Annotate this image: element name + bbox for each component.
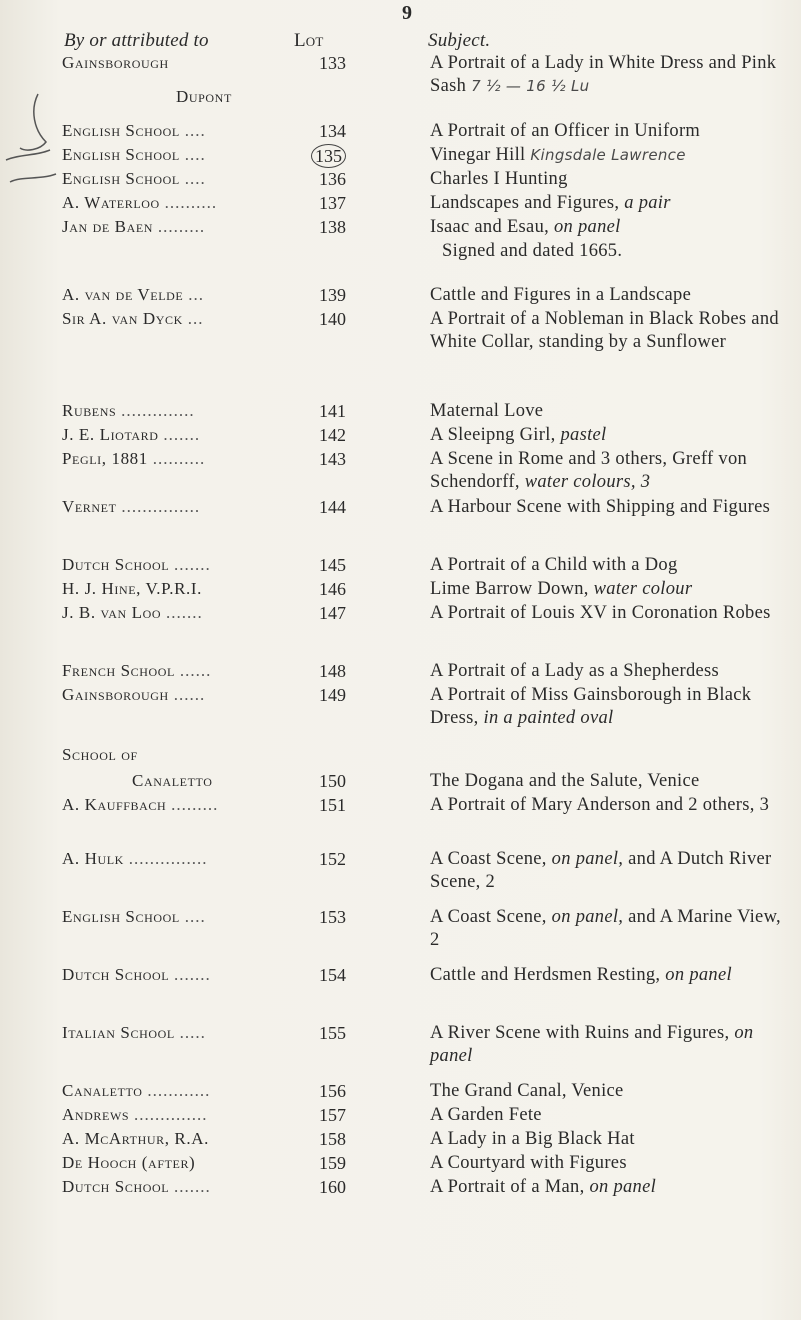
subject-136: Charles I Hunting	[430, 169, 568, 189]
lot-153: 153	[319, 907, 346, 927]
subject-139: Cattle and Figures in a Landscape	[430, 285, 692, 305]
lot-154: 154	[319, 965, 346, 985]
column-header-attributed: By or attributed to	[64, 30, 209, 51]
subject-144: A Harbour Scene with Shipping and Figures	[430, 497, 771, 517]
lot-136: 136	[319, 169, 346, 189]
artist-155: Italian School .....	[62, 1023, 206, 1042]
lot-143: 143	[319, 449, 346, 469]
lot-141: 141	[319, 401, 346, 421]
artist-134: English School ....	[62, 121, 206, 140]
subject-142: A Sleeipng Girl, pastel	[430, 425, 607, 445]
lot-148: 148	[319, 661, 346, 681]
lot-156: 156	[319, 1081, 346, 1101]
subject-137: Landscapes and Figures, a pair	[430, 193, 671, 213]
subject-154: Cattle and Herdsmen Resting, on panel	[430, 965, 732, 985]
artist-152: A. Hulk ...............	[62, 849, 208, 868]
lot-133: 133	[319, 53, 346, 73]
artist-142: J. E. Liotard .......	[62, 425, 201, 444]
subject-160: A Portrait of a Man, on panel	[430, 1177, 657, 1197]
artist-157: Andrews ..............	[62, 1105, 208, 1124]
subject-146: Lime Barrow Down, water colour	[430, 579, 693, 599]
lot-159: 159	[319, 1153, 346, 1173]
subject-141: Maternal Love	[430, 401, 544, 421]
artist-146: H. J. Hine, V.P.R.I.	[62, 579, 203, 598]
lot-134: 134	[319, 121, 346, 141]
artist-158: A. McArthur, R.A.	[62, 1129, 209, 1148]
handwritten-note-135: Kingsdale Lawrence	[530, 146, 686, 164]
lot-150: 150	[319, 771, 346, 791]
artist-school-of: School of	[62, 745, 138, 764]
lot-145: 145	[319, 555, 346, 575]
lot-135-circle: 135	[311, 144, 346, 168]
artist-150: Canaletto	[132, 771, 213, 790]
artist-147: J. B. van Loo .......	[62, 603, 203, 622]
artist-159: De Hooch (after)	[62, 1153, 196, 1172]
artist-133: Gainsborough	[62, 53, 169, 72]
lot-151: 151	[319, 795, 346, 815]
lot-137: 137	[319, 193, 346, 213]
lot-160: 160	[319, 1177, 346, 1197]
margin-handwriting-marks	[0, 90, 60, 200]
artist-153: English School ....	[62, 907, 206, 926]
lot-138: 138	[319, 217, 346, 237]
artist-154: Dutch School .......	[62, 965, 211, 984]
subject-151: A Portrait of Mary Anderson and 2 others, 3	[430, 795, 770, 815]
lot-140: 140	[319, 309, 346, 329]
artist-141: Rubens ..............	[62, 401, 195, 420]
artist-dupont: Dupont	[176, 87, 232, 106]
artist-156: Canaletto ............	[62, 1081, 211, 1100]
subject-153: A Coast Scene, on panel, and A Marine View, 2	[430, 907, 781, 950]
subject-138-signed: Signed and dated 1665.	[442, 241, 623, 261]
lot-135	[298, 144, 346, 168]
subject-147: A Portrait of Louis XV in Coronation Robes	[430, 603, 771, 623]
subject-156: The Grand Canal, Venice	[430, 1081, 624, 1101]
page-number: 9	[402, 2, 412, 24]
lot-158: 158	[319, 1129, 346, 1149]
subject-133: A Portrait of a Lady in White Dress and Pink Sash 7 ½ — 16 ½ Lu	[430, 53, 777, 96]
artist-148: French School ......	[62, 661, 212, 680]
artist-135: English School ....	[62, 145, 206, 164]
lot-144: 144	[319, 497, 346, 517]
handwritten-note-133: 7 ½ — 16 ½ Lu	[471, 77, 590, 95]
subject-159: A Courtyard with Figures	[430, 1153, 627, 1173]
lot-139: 139	[319, 285, 346, 305]
subject-138: Isaac and Esau, on panel	[430, 217, 621, 237]
column-header-subject: Subject.	[428, 30, 491, 51]
artist-143: Pegli, 1881 ..........	[62, 449, 206, 468]
subject-149: A Portrait of Miss Gainsborough in Black Dress, in a painted oval	[430, 685, 752, 728]
column-header-lot: Lot	[294, 30, 324, 51]
subject-152: A Coast Scene, on panel, and A Dutch River Scene, 2	[430, 849, 772, 892]
lot-155: 155	[319, 1023, 346, 1043]
subject-150: The Dogana and the Salute, Venice	[430, 771, 700, 791]
artist-138: Jan de Baen .........	[62, 217, 206, 236]
subject-155: A River Scene with Ruins and Figures, on panel	[430, 1023, 754, 1066]
subject-135: Vinegar Hill Kingsdale Lawrence	[430, 145, 686, 165]
artist-151: A. Kauffbach .........	[62, 795, 219, 814]
subject-157: A Garden Fete	[430, 1105, 542, 1125]
subject-148: A Portrait of a Lady as a Shepherdess	[430, 661, 720, 681]
subject-143: A Scene in Rome and 3 others, Greff von Schendorff, water colours, 3	[430, 449, 748, 492]
lot-149: 149	[319, 685, 346, 705]
artist-145: Dutch School .......	[62, 555, 211, 574]
subject-140: A Portrait of a Nobleman in Black Robes and White Collar, standing by a Sunflower	[430, 309, 779, 352]
subject-158: A Lady in a Big Black Hat	[430, 1129, 635, 1149]
lot-147: 147	[319, 603, 346, 623]
artist-160: Dutch School .......	[62, 1177, 211, 1196]
lot-152: 152	[319, 849, 346, 869]
lot-146: 146	[319, 579, 346, 599]
artist-137: A. Waterloo ..........	[62, 193, 218, 212]
artist-136: English School ....	[62, 169, 206, 188]
artist-139: A. van de Velde ...	[62, 285, 204, 304]
subject-145: A Portrait of a Child with a Dog	[430, 555, 678, 575]
artist-140: Sir A. van Dyck ...	[62, 309, 204, 328]
lot-142: 142	[319, 425, 346, 445]
lot-157: 157	[319, 1105, 346, 1125]
artist-149: Gainsborough ......	[62, 685, 206, 704]
artist-144: Vernet ...............	[62, 497, 201, 516]
subject-134: A Portrait of an Officer in Uniform	[430, 121, 701, 141]
